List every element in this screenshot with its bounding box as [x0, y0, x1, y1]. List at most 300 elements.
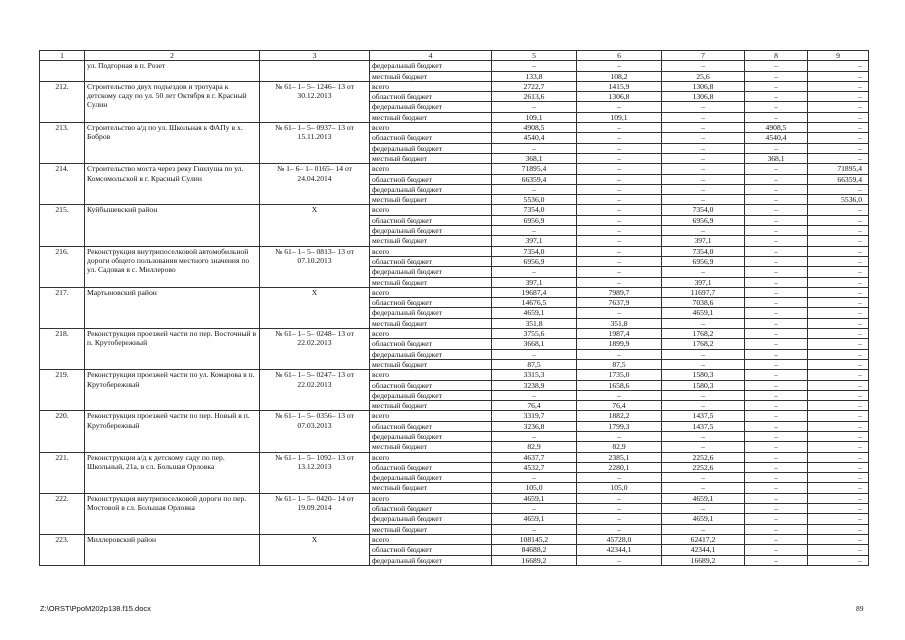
- amount: 1580,3: [662, 380, 745, 390]
- amount: –: [577, 164, 662, 174]
- amount: –: [745, 267, 808, 277]
- funding-source: всего: [370, 205, 492, 215]
- amount: –: [577, 256, 662, 266]
- amount: –: [662, 112, 745, 122]
- funding-source: местный бюджет: [370, 524, 492, 534]
- amount: 3319,7: [492, 411, 577, 421]
- amount: –: [577, 215, 662, 225]
- document-ref: № 61– 1– 5– 1246– 13 от 30.12.2013: [260, 81, 370, 122]
- funding-source: местный бюджет: [370, 277, 492, 287]
- amount: –: [492, 524, 577, 534]
- amount: 7354,0: [492, 246, 577, 256]
- amount: 4908,5: [745, 123, 808, 133]
- amount: 5536,0: [492, 195, 577, 205]
- table-row: [40, 493, 869, 503]
- document-ref: № 61– 1– 5– 0420– 14 от 19.09.2014: [260, 493, 370, 534]
- amount: –: [577, 143, 662, 153]
- amount: 368,1: [745, 153, 808, 163]
- document-ref: [260, 61, 370, 82]
- funding-source: областной бюджет: [370, 256, 492, 266]
- column-number: 2: [85, 51, 260, 61]
- amount: 105,0: [492, 483, 577, 493]
- amount: –: [577, 236, 662, 246]
- amount: –: [745, 308, 808, 318]
- amount: 4659,1: [492, 493, 577, 503]
- amount: –: [745, 442, 808, 452]
- row-number: 221.: [40, 452, 85, 493]
- amount: 4659,1: [662, 493, 745, 503]
- funding-source: местный бюджет: [370, 318, 492, 328]
- column-number: 7: [662, 51, 745, 61]
- funding-source: федеральный бюджет: [370, 143, 492, 153]
- amount: –: [577, 174, 662, 184]
- amount: –: [745, 184, 808, 194]
- funding-source: всего: [370, 287, 492, 297]
- amount: 11697,7: [662, 287, 745, 297]
- amount: –: [662, 195, 745, 205]
- amount: –: [745, 473, 808, 483]
- funding-source: федеральный бюджет: [370, 184, 492, 194]
- amount: –: [492, 431, 577, 441]
- funding-source: местный бюджет: [370, 153, 492, 163]
- amount: 84688,2: [492, 545, 577, 555]
- amount: –: [808, 411, 869, 421]
- amount: –: [577, 504, 662, 514]
- amount: –: [745, 92, 808, 102]
- document-ref: Х: [260, 205, 370, 246]
- amount: –: [492, 61, 577, 71]
- amount: –: [745, 339, 808, 349]
- row-number: 214.: [40, 164, 85, 205]
- funding-source: местный бюджет: [370, 359, 492, 369]
- amount: 87,5: [577, 359, 662, 369]
- amount: 19687,4: [492, 287, 577, 297]
- amount: –: [492, 184, 577, 194]
- amount: –: [745, 277, 808, 287]
- amount: –: [577, 61, 662, 71]
- funding-source: федеральный бюджет: [370, 555, 492, 565]
- amount: 4659,1: [492, 514, 577, 524]
- amount: –: [808, 184, 869, 194]
- amount: 4659,1: [662, 308, 745, 318]
- amount: –: [808, 153, 869, 163]
- funding-source: федеральный бюджет: [370, 102, 492, 112]
- amount: 109,1: [577, 112, 662, 122]
- table-row: [40, 205, 869, 215]
- amount: –: [808, 112, 869, 122]
- amount: 14676,5: [492, 298, 577, 308]
- amount: 2385,1: [577, 452, 662, 462]
- amount: 3755,6: [492, 329, 577, 339]
- amount: –: [577, 205, 662, 215]
- funding-source: всего: [370, 123, 492, 133]
- amount: 7038,6: [662, 298, 745, 308]
- amount: 2252,6: [662, 452, 745, 462]
- funding-source: федеральный бюджет: [370, 390, 492, 400]
- amount: –: [808, 514, 869, 524]
- amount: –: [808, 545, 869, 555]
- funding-source: федеральный бюджет: [370, 61, 492, 71]
- amount: 3668,1: [492, 339, 577, 349]
- amount: –: [745, 493, 808, 503]
- funding-source: местный бюджет: [370, 236, 492, 246]
- row-number: 223.: [40, 534, 85, 565]
- amount: 108,2: [577, 71, 662, 81]
- amount: –: [662, 61, 745, 71]
- amount: –: [808, 298, 869, 308]
- amount: –: [808, 226, 869, 236]
- amount: 76,4: [577, 401, 662, 411]
- amount: –: [745, 329, 808, 339]
- amount: –: [577, 102, 662, 112]
- amount: –: [492, 226, 577, 236]
- amount: 16689,2: [662, 555, 745, 565]
- amount: –: [662, 504, 745, 514]
- amount: –: [808, 71, 869, 81]
- document-ref: № 61– 1– 5– 0813– 13 от 07.10.2013: [260, 246, 370, 287]
- funding-source: областной бюджет: [370, 504, 492, 514]
- amount: –: [745, 452, 808, 462]
- amount: –: [662, 442, 745, 452]
- table-row: [40, 534, 869, 544]
- amount: –: [662, 473, 745, 483]
- amount: –: [577, 246, 662, 256]
- amount: –: [745, 514, 808, 524]
- amount: 1658,6: [577, 380, 662, 390]
- funding-source: местный бюджет: [370, 71, 492, 81]
- amount: –: [745, 164, 808, 174]
- amount: 4659,1: [492, 308, 577, 318]
- amount: –: [745, 545, 808, 555]
- amount: –: [745, 380, 808, 390]
- amount: 62417,2: [662, 534, 745, 544]
- amount: –: [492, 267, 577, 277]
- amount: 4540,4: [492, 133, 577, 143]
- amount: 7637,9: [577, 298, 662, 308]
- amount: 82,9: [492, 442, 577, 452]
- amount: –: [808, 534, 869, 544]
- amount: 71895,4: [492, 164, 577, 174]
- amount: –: [662, 524, 745, 534]
- amount: –: [577, 431, 662, 441]
- table-row: [40, 329, 869, 339]
- amount: 6956,9: [662, 256, 745, 266]
- amount: –: [745, 421, 808, 431]
- amount: 1306,8: [662, 92, 745, 102]
- amount: –: [745, 226, 808, 236]
- amount: –: [662, 401, 745, 411]
- amount: –: [808, 473, 869, 483]
- amount: 4532,7: [492, 462, 577, 472]
- column-number: 1: [40, 51, 85, 61]
- amount: 76,4: [492, 401, 577, 411]
- amount: –: [745, 462, 808, 472]
- amount: 1882,2: [577, 411, 662, 421]
- amount: 2280,1: [577, 462, 662, 472]
- amount: –: [808, 205, 869, 215]
- amount: –: [577, 133, 662, 143]
- amount: –: [662, 431, 745, 441]
- column-number: 4: [370, 51, 492, 61]
- amount: –: [808, 442, 869, 452]
- funding-source: всего: [370, 164, 492, 174]
- table-row: [40, 246, 869, 256]
- amount: –: [662, 164, 745, 174]
- amount: –: [745, 349, 808, 359]
- amount: –: [662, 226, 745, 236]
- amount: –: [745, 143, 808, 153]
- amount: –: [808, 329, 869, 339]
- amount: –: [492, 143, 577, 153]
- funding-source: федеральный бюджет: [370, 267, 492, 277]
- row-number: 220.: [40, 411, 85, 452]
- amount: 1415,9: [577, 81, 662, 91]
- funding-source: местный бюджет: [370, 483, 492, 493]
- amount: 3315,3: [492, 370, 577, 380]
- document-ref: № 61– 1– 5– 1092– 13 от 13.12.2013: [260, 452, 370, 493]
- amount: 397,1: [492, 277, 577, 287]
- amount: 1437,5: [662, 411, 745, 421]
- amount: –: [808, 339, 869, 349]
- funding-source: федеральный бюджет: [370, 349, 492, 359]
- amount: –: [745, 431, 808, 441]
- amount: 2252,6: [662, 462, 745, 472]
- amount: –: [577, 153, 662, 163]
- amount: –: [745, 256, 808, 266]
- amount: –: [808, 102, 869, 112]
- amount: –: [745, 524, 808, 534]
- table-row: [40, 452, 869, 462]
- amount: 7989,7: [577, 287, 662, 297]
- amount: –: [808, 133, 869, 143]
- object-name: Строительство а/д по ул. Школьная к ФАПу в х. Бобров: [85, 123, 260, 164]
- amount: –: [808, 61, 869, 71]
- column-number: 5: [492, 51, 577, 61]
- amount: –: [745, 370, 808, 380]
- row-number: 217.: [40, 287, 85, 328]
- amount: 1768,2: [662, 329, 745, 339]
- table-body: [40, 51, 869, 566]
- budget-table: [39, 50, 869, 566]
- amount: –: [808, 246, 869, 256]
- amount: 105,0: [577, 483, 662, 493]
- funding-source: областной бюджет: [370, 298, 492, 308]
- column-number: 3: [260, 51, 370, 61]
- amount: –: [745, 246, 808, 256]
- funding-source: всего: [370, 452, 492, 462]
- table-row: [40, 287, 869, 297]
- table-row: [40, 123, 869, 133]
- funding-source: всего: [370, 534, 492, 544]
- amount: 2722,7: [492, 81, 577, 91]
- amount: –: [662, 390, 745, 400]
- amount: 7354,0: [662, 205, 745, 215]
- amount: 2613,6: [492, 92, 577, 102]
- amount: –: [745, 195, 808, 205]
- amount: –: [577, 308, 662, 318]
- object-name: Реконструкция внутрипоселковой дороги по пер. Мостовой в сл. Большая Орловка: [85, 493, 260, 534]
- amount: 1580,3: [662, 370, 745, 380]
- amount: –: [808, 421, 869, 431]
- funding-source: всего: [370, 81, 492, 91]
- amount: 4908,5: [492, 123, 577, 133]
- amount: –: [745, 71, 808, 81]
- amount: –: [808, 555, 869, 565]
- amount: 1987,4: [577, 329, 662, 339]
- amount: –: [745, 483, 808, 493]
- funding-source: федеральный бюджет: [370, 308, 492, 318]
- amount: –: [745, 287, 808, 297]
- amount: 4637,7: [492, 452, 577, 462]
- amount: –: [662, 102, 745, 112]
- amount: –: [577, 267, 662, 277]
- object-name: Миллеровский район: [85, 534, 260, 565]
- amount: 5536,0: [808, 195, 869, 205]
- amount: –: [577, 514, 662, 524]
- amount: 6956,9: [492, 256, 577, 266]
- funding-source: всего: [370, 329, 492, 339]
- table-row: [40, 164, 869, 174]
- funding-source: областной бюджет: [370, 380, 492, 390]
- amount: 42344,1: [662, 545, 745, 555]
- footer-file-path: Z:\ORST\PpoM202p138.f15.docx: [40, 604, 151, 613]
- amount: –: [808, 92, 869, 102]
- amount: –: [745, 112, 808, 122]
- amount: –: [662, 318, 745, 328]
- amount: –: [808, 401, 869, 411]
- column-number: 8: [745, 51, 808, 61]
- table-row: [40, 370, 869, 380]
- amount: 1899,9: [577, 339, 662, 349]
- amount: –: [492, 504, 577, 514]
- amount: –: [808, 349, 869, 359]
- row-number: 218.: [40, 329, 85, 370]
- amount: –: [808, 504, 869, 514]
- amount: 87,5: [492, 359, 577, 369]
- amount: –: [808, 452, 869, 462]
- row-number: 213.: [40, 123, 85, 164]
- amount: –: [577, 524, 662, 534]
- amount: –: [662, 123, 745, 133]
- funding-source: местный бюджет: [370, 112, 492, 122]
- amount: –: [808, 380, 869, 390]
- amount: –: [577, 184, 662, 194]
- amount: 1437,5: [662, 421, 745, 431]
- object-name: Куйбышевский район: [85, 205, 260, 246]
- amount: –: [745, 102, 808, 112]
- amount: –: [745, 359, 808, 369]
- document-ref: № 61– 1– 5– 0247– 13 от 22.02.2013: [260, 370, 370, 411]
- amount: 397,1: [492, 236, 577, 246]
- amount: –: [577, 277, 662, 287]
- funding-source: местный бюджет: [370, 442, 492, 452]
- funding-source: всего: [370, 370, 492, 380]
- object-name: Реконструкция внутрипоселковой автомобильной дороги общего пользования местного значения по ул. Садовая в с. Миллерово: [85, 246, 260, 287]
- amount: –: [808, 524, 869, 534]
- row-number: 219.: [40, 370, 85, 411]
- amount: –: [662, 133, 745, 143]
- amount: –: [808, 267, 869, 277]
- funding-source: всего: [370, 411, 492, 421]
- funding-source: федеральный бюджет: [370, 226, 492, 236]
- table-row: [40, 411, 869, 421]
- amount: 82,9: [577, 442, 662, 452]
- amount: 7354,0: [492, 205, 577, 215]
- amount: –: [662, 267, 745, 277]
- funding-source: местный бюджет: [370, 401, 492, 411]
- header-row: [40, 51, 869, 61]
- amount: –: [662, 184, 745, 194]
- object-name: Строительство моста через реку Гнилуша по ул. Комсомольской в г. Красный Сулин: [85, 164, 260, 205]
- amount: 1306,8: [662, 81, 745, 91]
- object-name: Реконструкция проезжей части по ул. Комарова в п. Крутобережный: [85, 370, 260, 411]
- amount: 108145,2: [492, 534, 577, 544]
- object-name: Реконструкция проезжей части по пер. Новый в п. Крутобережный: [85, 411, 260, 452]
- amount: –: [808, 483, 869, 493]
- amount: –: [745, 390, 808, 400]
- amount: –: [492, 102, 577, 112]
- row-number: 216.: [40, 246, 85, 287]
- amount: –: [808, 123, 869, 133]
- amount: 6956,9: [662, 215, 745, 225]
- row-number: 222.: [40, 493, 85, 534]
- funding-source: областной бюджет: [370, 174, 492, 184]
- amount: –: [808, 462, 869, 472]
- amount: 4540,4: [745, 133, 808, 143]
- amount: 133,8: [492, 71, 577, 81]
- amount: –: [745, 61, 808, 71]
- amount: –: [745, 205, 808, 215]
- amount: –: [662, 349, 745, 359]
- amount: –: [808, 256, 869, 266]
- document-ref: № 61– 1– 5– 0356– 13 от 07.03.2013: [260, 411, 370, 452]
- amount: –: [745, 534, 808, 544]
- document-ref: № 1– 6– 1– 0165– 14 от 24.04.2014: [260, 164, 370, 205]
- amount: 66359,4: [808, 174, 869, 184]
- amount: –: [745, 298, 808, 308]
- amount: –: [808, 277, 869, 287]
- amount: –: [808, 359, 869, 369]
- funding-source: областной бюджет: [370, 339, 492, 349]
- amount: –: [662, 483, 745, 493]
- funding-source: областной бюджет: [370, 462, 492, 472]
- object-name: ул. Подгорная в п. Розет: [85, 61, 260, 82]
- object-name: Строительство двух подъездов и тротуара к детскому саду по ул. 50 лет Октября в г. Красный Сулин: [85, 81, 260, 122]
- amount: –: [808, 215, 869, 225]
- amount: 368,1: [492, 153, 577, 163]
- amount: –: [662, 153, 745, 163]
- funding-source: всего: [370, 493, 492, 503]
- amount: –: [808, 308, 869, 318]
- funding-source: областной бюджет: [370, 215, 492, 225]
- amount: 71895,4: [808, 164, 869, 174]
- amount: 1735,0: [577, 370, 662, 380]
- amount: –: [745, 555, 808, 565]
- funding-source: федеральный бюджет: [370, 514, 492, 524]
- object-name: Реконструкция а/д к детскому саду по пер. Школьный, 21а, в сл. Большая Орловка: [85, 452, 260, 493]
- amount: –: [808, 370, 869, 380]
- amount: –: [745, 174, 808, 184]
- amount: 351,8: [577, 318, 662, 328]
- funding-source: областной бюджет: [370, 133, 492, 143]
- amount: –: [492, 473, 577, 483]
- amount: 6956,9: [492, 215, 577, 225]
- amount: 3238,9: [492, 380, 577, 390]
- document-ref: Х: [260, 287, 370, 328]
- row-number: 212.: [40, 81, 85, 122]
- amount: 397,1: [662, 236, 745, 246]
- amount: –: [577, 195, 662, 205]
